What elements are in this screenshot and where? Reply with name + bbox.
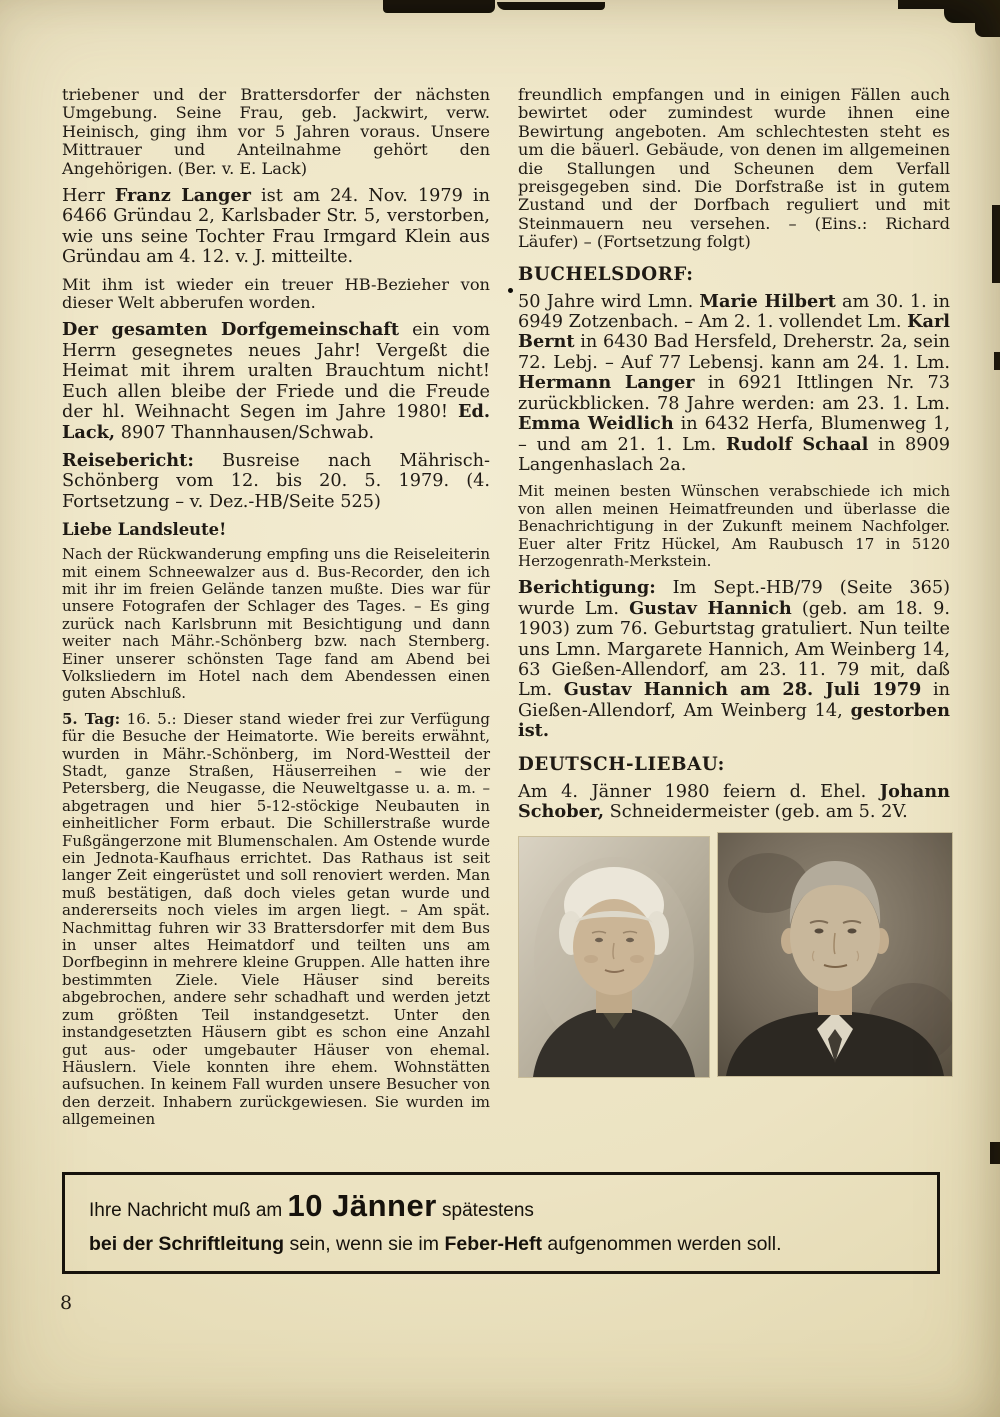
paragraph (518, 292, 950, 476)
bold-text: Gustav Hannich am 28. Juli 1979 (563, 679, 922, 701)
bold-text: 5. Tag: (62, 709, 121, 728)
text-run: triebener und der Brattersdorfer der nächsten Umgebung. Seine Frau, geb. Jackwirt, verw. Heinisch, ging ihm vor 5 Jahren voraus. Unsere Mittrauer und Anteilnahme gehört den Angehörigen. (Ber. v. E. Lack) (62, 85, 490, 178)
text-run: (geb. am 18. 9. 1903) zum 76. Geburtstag gratuliert. Nun teilte uns Lmn. Margarete Hannich, Am Weinberg 14, 63 Gießen-Allendorf, am 23. 11. 79 mit, daß Lm. (518, 598, 950, 701)
heading-text: Liebe Landsleute! (62, 520, 227, 540)
paragraph (62, 451, 490, 512)
bold-text: Rudolf Schaal (726, 433, 869, 455)
right-column-blocks (518, 86, 950, 822)
text-run: ein vom Herrn gesegnetes neues Jahr! Vergeßt die Heimat mit ihrem uralten Brauchtum nicht! Euch allen bleibe der Friede und die Freude der hl. Weihnacht Segen im Jahre 1980! (62, 320, 490, 423)
portrait-photo-man (717, 832, 953, 1077)
page-number: 8 (60, 1292, 73, 1314)
bold-text: 10 Jänner (287, 1188, 437, 1223)
text-run: Mit meinen besten Wünschen verabschiede ich mich von allen meinen Heimatfreunden und überlasse die Benachrichtigung in der Zukunft meinem Nachfolger. Euer alter Fritz Hückel, Am Raubusch 17 in 5120 Herzogenrath-Merkstein. (518, 482, 950, 570)
heading-text: DEUTSCH-LIEBAU: (518, 753, 725, 775)
text-run: Ihre Nachricht muß am (89, 1200, 288, 1221)
bold-text: Reisebericht: (62, 449, 194, 471)
text-run: Im Sept.-HB/79 (Seite 365) wurde Lm. (518, 578, 950, 619)
text-run: 8907 Thannhausen/Schwab. (115, 422, 375, 443)
bold-text: Johann Schober, (518, 780, 950, 822)
bold-text: Berichtigung: (518, 577, 656, 599)
paragraph (518, 782, 950, 823)
text-run: Schneidermeister (geb. am 5. 2V. (604, 802, 908, 822)
section-heading (518, 264, 950, 285)
photo-row (518, 836, 950, 1078)
text-run: spätestens (436, 1200, 534, 1221)
text-run: in 6432 Herfa, Blumenweg 1, – und am 21. 1. Lm. (518, 414, 951, 455)
scan-artifact (992, 205, 1000, 283)
right-column (518, 86, 950, 1078)
heading-text: BUCHELSDORF: (518, 263, 694, 285)
bold-text: bei der Schriftleitung (89, 1233, 285, 1255)
scan-artifact (990, 1142, 1000, 1164)
text-run: in Gießen-Allendorf, Am Weinberg 14, (518, 680, 951, 721)
text-run: 16. 5.: Dieser stand wieder frei zur Verfügung für die Besuche der Heimatorte. Wie bereits erwähnt, wurden in Mähr.-Schönberg, im Nord-Westteil der Stadt, ganze Straßen, Häuserreihen – wie der Petersberg, die Neugasse, die Neuweltgasse u. a. m. – abgetragen und hier 5-12-stöckige Neubauten in einheitlicher Form erbaut. Die Schillerstraße wurde Fußgängerzone mit Blumenschalen. Am Ostende wurde ein Jednota-Kaufhaus errichtet. Das Rathaus ist seit langer Zeit eingerüstet und soll renoviert werden. Man muß bestätigen, daß doch vieles getan wurde und andererseits noch vieles im argen liegt. – Am spät. Nachmittag fuhren wir 33 Brattersdorfer mit dem Bus in unser altes Heimatdorf und teilten uns am Dorfbeginn in mehrere kleine Gruppen. Alle hatten ihre bestimmten Ziele. Viele Häuser sind bereits abgebrochen, andere sehr schadhaft und werden jetzt zum größten Teil instandgesetzt. Unter den instandgesetzten Häusern gibt es schon eine Anzahl gut aus- oder umgebauter Häuser von ehemal. Häuslern. Viele konnten ihre ehem. Wohnstätten aufsuchen. In keinem Fall wurden unsere Besucher von den derzeit. Inhabern zurückgewiesen. Sie wurden im allgemeinen (62, 709, 490, 1129)
scan-artifact (383, 0, 495, 13)
bold-text: Hermann Langer (518, 372, 695, 394)
text-run: Am 4. Jänner 1980 feiern d. Ehel. (518, 781, 880, 802)
bold-text: Der gesamten Dorfgemeinschaft (62, 319, 400, 341)
paragraph (62, 711, 490, 1129)
text-run: 50 Jahre wird Lmn. (518, 291, 700, 312)
paragraph (62, 86, 490, 178)
text-run: Nach der Rückwanderung empfing uns die Reiseleiterin mit einem Schneewalzer aus d. Bus-Recorder, den ich mit ihr im freien Gelände tanzen mußte. Dies war für unsere Fotografen der Schlager des Tages. – Es ging zurück nach Karlsbrunn mit Besichtigung und dann weiter nach Mähr.-Schönberg bzw. nach Sternberg. Einer unserer schönsten Tage fand am Abend bei Volksliedern im Hotel nach dem Abendessen einen guten Abschluß. (62, 545, 490, 703)
scan-artifact (497, 2, 605, 10)
bold-text: Emma Weidlich (518, 413, 674, 435)
text-run: freundlich empfangen und in einigen Fällen auch bewirtet oder zumindest wurde ihnen eine Bewirtung angeboten. Am schlechtesten steht es um die bäuerl. Gebäude, von denen im allgemeinen die Stallungen und Scheunen dem Verfall preisgegeben sind. Die Dorfstraße ist in gutem Zustand und der Dorfbach reguliert und mit Steinmauern neu versehen. – (Eins.: Richard Läufer) – (Fortsetzung folgt) (518, 85, 950, 252)
left-column (62, 86, 490, 1137)
portrait-photo-woman (518, 836, 710, 1078)
text-run: Busreise nach Mährisch-Schönberg vom 12. bis 20. 5. 1979. (4. Fortsetzung – v. Dez.-HB/Seite 525) (62, 450, 490, 512)
paragraph (518, 86, 950, 252)
paragraph (62, 186, 490, 268)
bold-text: Feber-Heft (444, 1233, 542, 1255)
paragraph (62, 276, 490, 313)
bold-text: Karl Bernt (518, 311, 950, 353)
text-run: ist am 24. Nov. 1979 in 6466 Gründau 2, Karlsbader Str. 5, verstorben, wie uns seine Tochter Frau Irmgard Klein aus Gründau am 4. 12. v. J. mitteilte. (62, 186, 490, 268)
bold-text: Ed. Lack, (62, 401, 490, 443)
paragraph (518, 578, 950, 741)
notice-line-2 (89, 1233, 915, 1256)
bold-text: gestorben ist. (518, 699, 950, 742)
section-heading (62, 520, 490, 539)
paragraph (62, 546, 490, 703)
text-run: Mit ihm ist wieder ein treuer HB-Bezieher von dieser Welt abberufen worden. (62, 274, 490, 313)
text-run: sein, wenn sie im (284, 1233, 445, 1255)
text-run: in 8909 Langenhaslach 2a. (518, 434, 950, 475)
bold-text: Franz Langer (114, 185, 251, 207)
deadline-notice-box (62, 1172, 940, 1274)
text-run: in 6430 Bad Hersfeld, Dreherstr. 2a, sein 72. Lebj. – Auf 77 Lebensj. kann am 24. 1. Lm. (518, 332, 950, 373)
section-heading (518, 754, 950, 775)
text-run: am 30. 1. in 6949 Zotzenbach. – Am 2. 1. vollendet Lm. (518, 291, 950, 333)
paragraph (518, 483, 950, 570)
notice-line-1 (89, 1188, 915, 1224)
bold-text: Marie Hilbert (699, 290, 836, 312)
paragraph (62, 320, 490, 442)
text-run: in 6921 Ittlingen Nr. 73 zurückblicken. 78 Jahre werden: am 23. 1. Lm. (518, 373, 950, 414)
scan-artifact (975, 21, 1000, 37)
text-run: aufgenommen werden soll. (541, 1233, 782, 1255)
text-run: Herr (62, 186, 115, 207)
scan-artifact (994, 352, 1000, 370)
bold-text: Gustav Hannich (629, 597, 792, 619)
scan-artifact (508, 288, 513, 293)
